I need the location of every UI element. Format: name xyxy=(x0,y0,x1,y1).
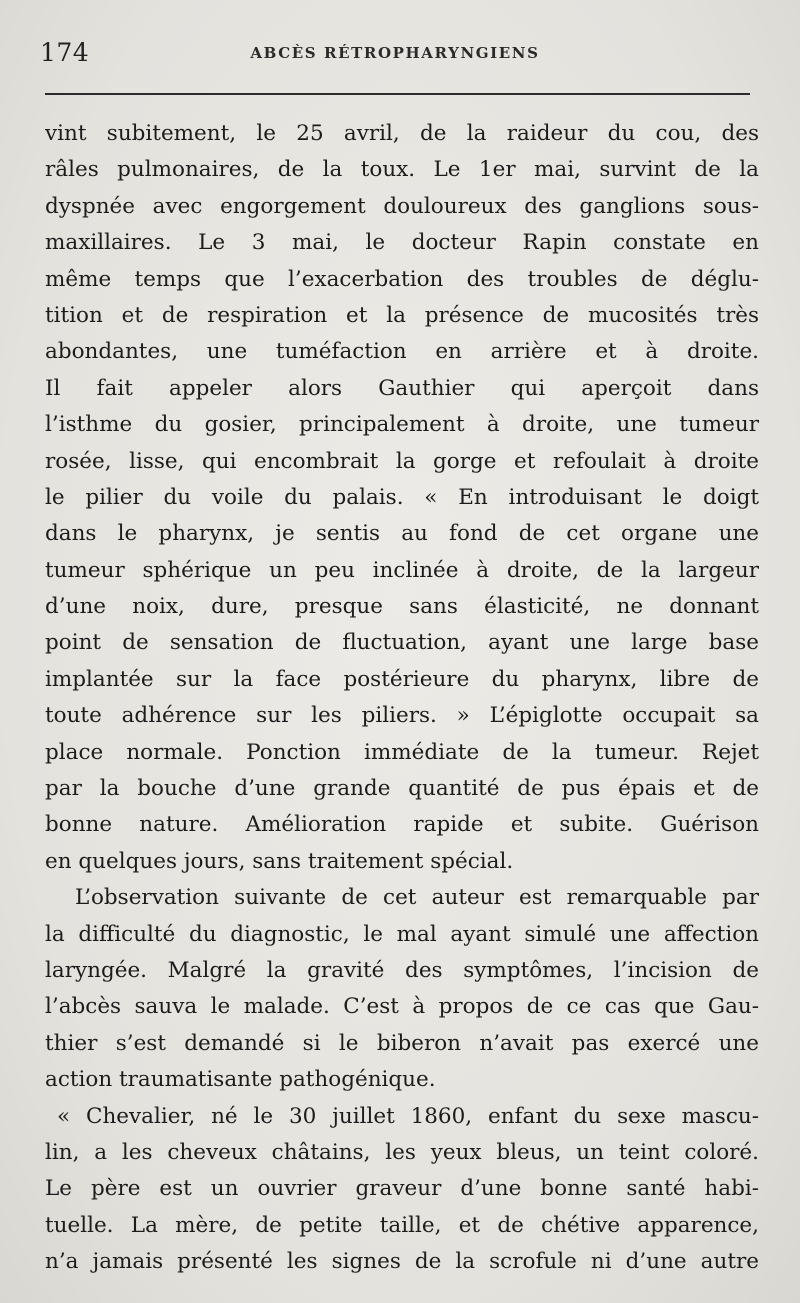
text-line: bonne nature. Amélioration rapide et subite. Guérison xyxy=(45,812,759,838)
text-line: l’abcès sauva le malade. C’est à propos de ce cas que Gau- xyxy=(45,994,759,1020)
text-line: l’isthme du gosier, principalement à droite, une tumeur xyxy=(45,412,759,438)
text-line: laryngée. Malgré la gravité des symptômes, l’incision de xyxy=(45,957,759,983)
text-line: rosée, lisse, qui encombrait la gorge et refoulait à droite xyxy=(45,448,759,474)
text-line: n’a jamais présenté les signes de la scrofule ni d’une autre xyxy=(45,1249,759,1275)
body-text xyxy=(45,116,759,1281)
text-line: par la bouche d’une grande quantité de pus épais et de xyxy=(45,776,759,802)
text-line: dyspnée avec engorgement douloureux des ganglions sous- xyxy=(45,193,759,219)
text-line: vint subitement, le 25 avril, de la raideur du cou, des xyxy=(45,121,759,146)
running-title: ABCÈS RÉTROPHARYNGIENS xyxy=(250,44,540,62)
text-line: implantée sur la face postérieure du pharynx, libre de xyxy=(45,666,759,692)
text-line: action traumatisante pathogénique. xyxy=(45,1067,436,1093)
page-number: 174 xyxy=(40,38,90,67)
text-line: « Chevalier, né le 30 juillet 1860, enfant du sexe mascu- xyxy=(57,1103,759,1129)
text-line: la difficulté du diagnostic, le mal ayant simulé une affection xyxy=(45,921,759,947)
text-line: tition et de respiration et la présence de mucosités très xyxy=(45,302,759,328)
text-line: tuelle. La mère, de petite taille, et de chétive apparence, xyxy=(45,1212,759,1238)
text-line: thier s’est demandé si le biberon n’avait pas exercé une xyxy=(45,1030,759,1056)
text-line: lin, a les cheveux châtains, les yeux bleus, un teint coloré. xyxy=(45,1139,759,1165)
text-line: Le père est un ouvrier graveur d’une bonne santé habi- xyxy=(45,1176,759,1202)
text-line: d’une noix, dure, presque sans élasticité, ne donnant xyxy=(45,594,759,620)
text-line: dans le pharynx, je sentis au fond de cet organe une xyxy=(45,521,759,547)
text-line: en quelques jours, sans traitement spécial. xyxy=(45,848,514,874)
text-line: L’observation suivante de cet auteur est remarquable par xyxy=(75,885,759,911)
text-line: toute adhérence sur les piliers. » L’épiglotte occupait sa xyxy=(45,703,759,729)
page-header xyxy=(40,38,750,72)
text-line: même temps que l’exacerbation des troubles de déglu- xyxy=(45,266,759,292)
text-line: maxillaires. Le 3 mai, le docteur Rapin constate en xyxy=(45,230,759,256)
text-line: le pilier du voile du palais. « En introduisant le doigt xyxy=(45,484,759,510)
header-rule xyxy=(45,93,750,95)
text-line: râles pulmonaires, de la toux. Le 1er mai, survint de la xyxy=(45,157,759,183)
text-line: place normale. Ponction immédiate de la tumeur. Rejet xyxy=(45,739,759,765)
text-line: abondantes, une tuméfaction en arrière et à droite. xyxy=(45,339,759,365)
text-line: point de sensation de fluctuation, ayant une large base xyxy=(45,630,759,656)
text-line: tumeur sphérique un peu inclinée à droite, de la largeur xyxy=(45,557,759,583)
text-line: Il fait appeler alors Gauthier qui aperçoit dans xyxy=(45,375,759,401)
